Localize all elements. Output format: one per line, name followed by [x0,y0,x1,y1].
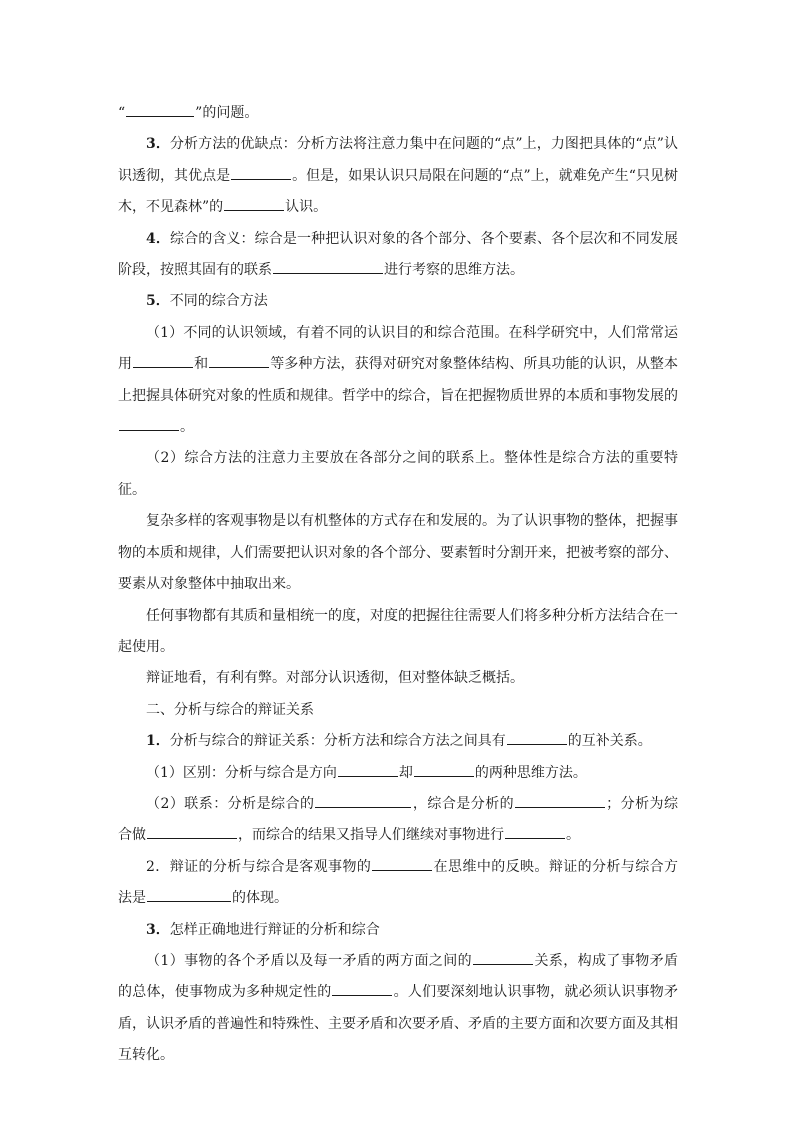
fill-blank[interactable] [126,115,194,117]
fill-blank[interactable] [515,806,605,808]
text: 进行考察的思维方法。 [384,262,524,279]
fill-blank[interactable] [338,775,398,777]
paragraph-degree [118,601,678,664]
item-number: 1． [146,733,170,750]
text: （1）不同的认识领域，有着不同的认识目的和综合范围。在科学研究中，人们常常运用 [118,324,678,373]
paragraph-difference [118,758,678,789]
fill-blank[interactable] [147,900,231,902]
fill-blank[interactable] [505,837,565,839]
text: ；分析为综合做 [118,795,679,844]
text: 的两种思维方法。 [474,764,587,781]
document-body [118,98,678,1072]
text: 。 [180,419,194,436]
fill-blank[interactable] [119,429,179,431]
text: 分析与综合的辩证关系：分析方法和综合方法之间具有 [169,733,506,750]
heading-how-to [118,915,678,946]
paragraph-dialectical-view [118,663,678,694]
item-number: 4． [146,230,170,247]
paragraph-synthesis-methods-1 [118,318,678,444]
fill-blank[interactable] [231,178,291,180]
text: 在思维中的反映。辩证的分析与综合方法是 [118,858,678,907]
text: 关系，构成了事物矛盾的总体，使事物成为多种规定性的 [118,952,679,1001]
text: ，综合是分析的 [412,795,515,812]
text: 任何事物都有其质和量相统一的度，对度的把握往往需要人们将多种分析方法结合在一起使用。 [118,607,678,655]
paragraph-synthesis-definition [118,224,678,287]
paragraph-synthesis-methods-2 [118,443,678,506]
fill-blank[interactable] [473,963,533,965]
fill-blank[interactable] [332,994,392,996]
text: 。 [566,827,580,844]
paragraph-complementary [118,726,678,757]
text: 。人们要深刻地认识事物，就必须认识事物矛盾，认识矛盾的普遍性和特殊性、主要矛盾和次要矛盾、矛盾的主要方面和次要方面及其相互转化。 [118,984,679,1064]
fill-blank[interactable] [133,366,193,368]
fill-blank[interactable] [315,806,411,808]
fill-blank[interactable] [209,366,269,368]
paragraph-connection [118,789,678,852]
text: 却 [398,764,413,781]
paragraph-problem-tail [118,98,678,129]
heading-synthesis-methods [118,286,678,317]
text: 不同的综合方法 [169,293,268,310]
text: “ [118,105,126,121]
text: 怎样正确地进行辩证的分析和综合 [169,921,380,938]
text: 辩证地看，有利有弊。对部分认识透彻，但对整体缺乏概括。 [146,670,524,687]
text: （1）事物的各个矛盾以及每一矛盾的两方面之间的 [146,952,473,969]
paragraph-contradictions [118,946,678,1072]
item-number: 5． [146,293,170,310]
text: （1）区别：分析与综合是方向 [146,764,337,781]
item-number: 3． [146,136,170,153]
text: 认识。 [285,199,328,216]
text: 和 [194,356,209,373]
fill-blank[interactable] [414,775,474,777]
text: ，而综合的结果又指导人们继续对事物进行 [238,827,504,844]
text: 的互补关系。 [567,733,652,750]
section-heading-dialectical-relation [118,695,678,726]
text: 2．辩证的分析与综合是客观事物的 [146,858,372,875]
text: ”的问题。 [195,105,259,121]
fill-blank[interactable] [372,869,432,871]
text: （2）综合方法的注意力主要放在各部分之间的联系上。整体性是综合方法的重要特征。 [118,450,678,498]
text: （2）联系：分析是综合的 [146,795,315,812]
text: 复杂多样的客观事物是以有机整体的方式存在和发展的。为了认识事物的整体，把握事物的本质和规律，人们需要把认识对象的各个部分、要素暂时分割开来，把被考察的部分、要素从对象整体中抽取出来。 [118,513,678,593]
fill-blank[interactable] [507,743,567,745]
fill-blank[interactable] [224,209,284,211]
paragraph-analysis-pros-cons [118,129,678,223]
paragraph-objective-things [118,506,678,600]
item-number: 3． [146,921,170,938]
text: 分析方法的优缺点：分析方法将注意力集中在问题的“点”上，力图把具体的“点”认识透彻，其优点是 [118,136,678,184]
text: 。但是，如果认识只局限在问题的“点”上，就难免产生“只见树木，不见森林”的 [118,167,678,216]
text: 的体现。 [232,890,288,907]
fill-blank[interactable] [147,837,237,839]
text: 二、分析与综合的辩证关系 [146,701,314,718]
fill-blank[interactable] [273,272,383,274]
paragraph-reflection [118,852,678,915]
text: 综合的含义：综合是一种把认识对象的各个部分、各个要素、各个层次和不同发展阶段，按照其固有的联系 [118,230,679,279]
text: 等多种方法，获得对研究对象整体结构、所具功能的认识，从整本上把握具体研究对象的性质和规律。哲学中的综合，旨在把握物质世界的本质和事物发展的 [118,356,678,404]
